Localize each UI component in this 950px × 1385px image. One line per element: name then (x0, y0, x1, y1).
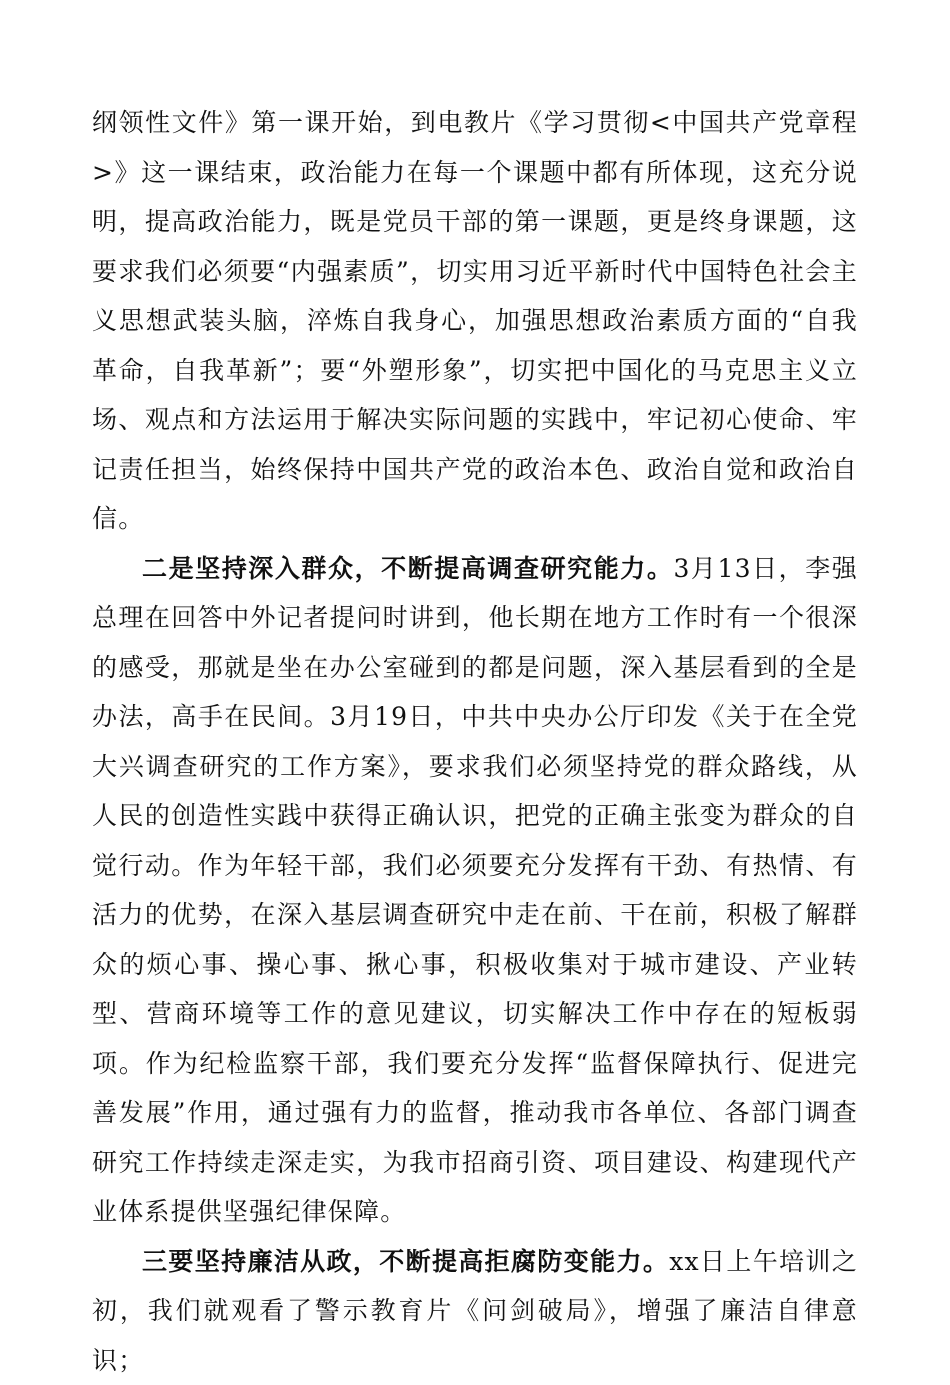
paragraph-text: 3月13日，李强总理在回答中外记者提问时讲到，他长期在地方工作时有一个很深的感受，那就是坐在办公室碰到的都是问题，深入基层看到的全是办法，高手在民间。3月19日，中共中央办公厅印发《关于在全党大兴调查研究的工作方案》，要求我们必须坚持党的群众路线，从人民的创造性实践中获得正确认识，把党的正确主张变为群众的自觉行动。作为年轻干部，我们必须要充分发挥有干劲、有热情、有活力的优势，在深入基层调查研究中走在前、干在前，积极了解群众的烦心事、操心事、揪心事，积极收集对于城市建设、产业转型、营商环境等工作的意见建议，切实解决工作中存在的短板弱项。作为纪检监察干部，我们要充分发挥“监督保障执行、促进完善发展”作用，通过强有力的监督，推动我市各单位、各部门调查研究工作持续走深走实，为我市招商引资、项目建设、构建现代产业体系提供坚强纪律保障。 (92, 554, 858, 1227)
paragraph-integrity (92, 1237, 858, 1385)
paragraph-political-ability-continued (92, 98, 858, 544)
paragraph-heading: 二是坚持深入群众，不断提高调查研究能力。 (142, 554, 673, 583)
paragraph-investigation-research (92, 544, 858, 1237)
document-page (92, 98, 858, 1385)
paragraph-text: xx日上午培训之初，我们就观看了警示教育片《问剑破局》，增强了廉洁自律意识； (92, 1247, 858, 1375)
paragraph-heading: 三要坚持廉洁从政，不断提高拒腐防变能力。 (142, 1247, 669, 1276)
paragraph-text: 纲领性文件》第一课开始，到电教片《学习贯彻<中国共产党章程>》这一课结束，政治能力在每一个课题中都有所体现，这充分说明，提高政治能力，既是党员干部的第一课题，更是终身课题，这要求我们必须要“内强素质”，切实用习近平新时代中国特色社会主义思想武装头脑，淬炼自我身心，加强思想政治素质方面的“自我革命，自我革新”；要“外塑形象”，切实把中国化的马克思主义立场、观点和方法运用于解决实际问题的实践中，牢记初心使命、牢记责任担当，始终保持中国共产党的政治本色、政治自觉和政治自信。 (92, 108, 858, 533)
